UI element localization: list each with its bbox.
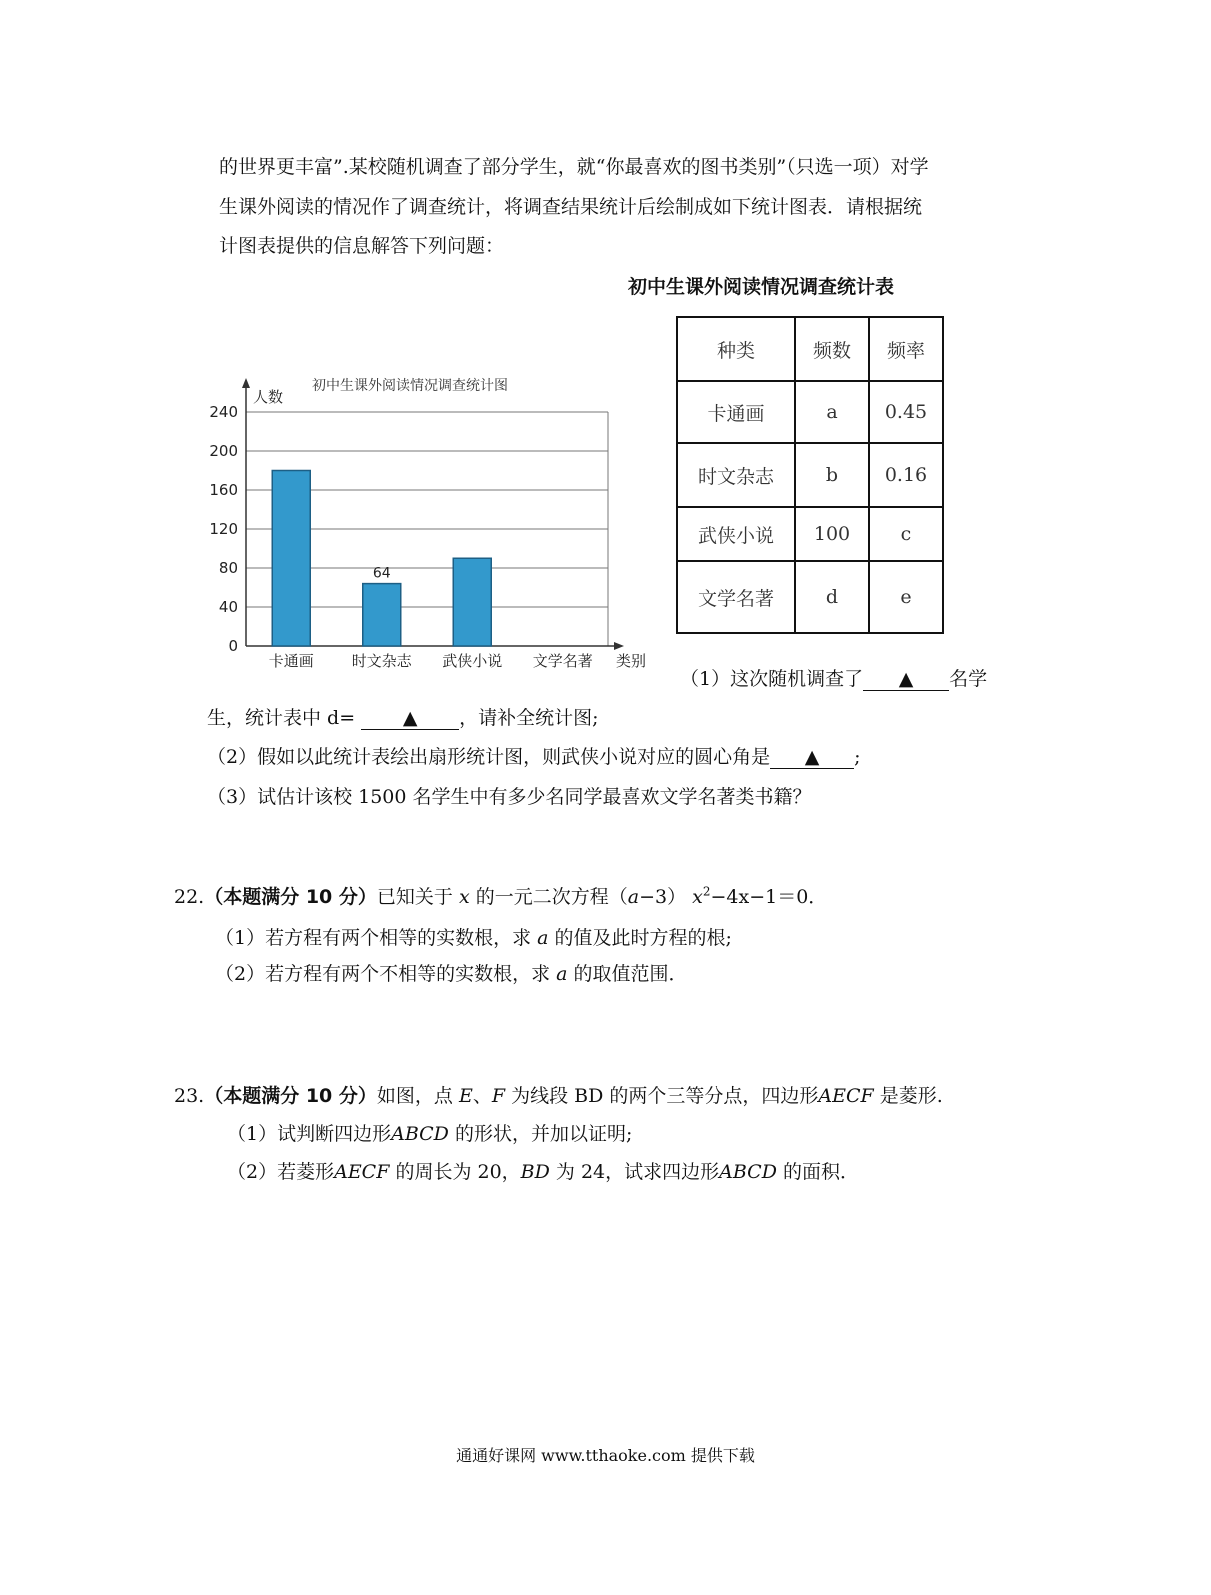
table-title: 初中生课外阅读情况调查统计表 — [628, 276, 895, 298]
table-cell: 武侠小说 — [677, 507, 795, 561]
bar — [363, 584, 401, 646]
answer-blank-2: ▲ — [361, 707, 459, 730]
problem-score: （本题满分 10 分） — [204, 1085, 377, 1107]
eq-x: x — [692, 886, 703, 908]
problem-number: 22. — [174, 886, 205, 908]
var-a: a — [537, 927, 549, 949]
bar — [272, 471, 310, 647]
answer-blank-1: ▲ — [863, 668, 949, 691]
y-axis-arrow — [242, 378, 250, 388]
q1-text: （1）这次随机调查了 — [680, 668, 864, 690]
q2-text-end: ; — [854, 746, 861, 768]
table-header-cell: 频数 — [795, 317, 869, 381]
answer-blank-3: ▲ — [770, 746, 854, 769]
eq-b: −3） — [639, 886, 687, 908]
sub-text: （2）若菱形 — [227, 1161, 335, 1183]
y-tick-label: 40 — [218, 598, 238, 616]
eq-a: a — [627, 886, 640, 908]
q1-cont-text: 生，统计表中 d= — [207, 707, 356, 729]
table-cell: b — [795, 443, 869, 507]
table-cell: c — [869, 507, 943, 561]
table-cell: 文学名著 — [677, 561, 795, 633]
shape-aecf: AECF — [334, 1161, 390, 1183]
sub-text: 的周长为 20， — [395, 1161, 521, 1183]
problem-23-stem — [174, 1081, 943, 1108]
table-cell: 0.45 — [869, 381, 943, 443]
separator: 、 — [472, 1085, 492, 1107]
shape-abcd: ABCD — [391, 1123, 449, 1145]
problem-score: （本题满分 10 分） — [204, 886, 377, 908]
table-header-cell: 种类 — [677, 317, 795, 381]
point-f: F — [491, 1085, 506, 1107]
x-category-label: 时文杂志 — [351, 652, 412, 670]
y-tick-label: 200 — [209, 442, 238, 460]
y-tick-label: 160 — [209, 481, 238, 499]
table-row — [677, 507, 943, 561]
intro-line-2: 生课外阅读的情况作了调查统计，将调查结果统计后绘制成如下统计图表．请根据统 — [219, 196, 923, 218]
y-axis-label: 人数 — [253, 388, 284, 406]
stem-text: 是菱形. — [879, 1085, 943, 1107]
sub-text: 的面积． — [783, 1161, 860, 1183]
problem-number: 23. — [174, 1085, 205, 1107]
stem-text: 为线段 BD 的两个三等分点，四边形 — [511, 1085, 819, 1107]
question-1-cont — [207, 703, 599, 730]
problem-23-sub2 — [227, 1157, 859, 1184]
bar — [453, 558, 491, 646]
shape-aecf: AECF — [818, 1085, 874, 1107]
sub-text: 的取值范围． — [573, 963, 688, 985]
segment-bd: BD — [520, 1161, 550, 1183]
x-axis-label: 类别 — [616, 652, 647, 670]
stem-text: 如图，点 — [376, 1085, 453, 1107]
sub-text: （1）若方程有两个相等的实数根，求 — [215, 927, 532, 949]
table-cell: 0.16 — [869, 443, 943, 507]
y-tick-label: 0 — [228, 637, 238, 655]
table-header-cell: 频率 — [869, 317, 943, 381]
x-category-label: 卡通画 — [268, 652, 314, 670]
question-3: （3）试估计该校 1500 名学生中有多少名同学最喜欢文学名著类书籍？ — [207, 786, 812, 808]
x-category-label: 文学名著 — [532, 652, 593, 670]
problem-22-stem — [174, 882, 827, 909]
x-axis-arrow — [614, 642, 624, 650]
problem-22-sub2 — [215, 959, 688, 986]
table-header-row — [677, 317, 943, 381]
point-e: E — [458, 1085, 473, 1107]
table-cell: d — [795, 561, 869, 633]
chart-title: 初中生课外阅读情况调查统计图 — [312, 378, 508, 394]
table-cell: 卡通画 — [677, 381, 795, 443]
problem-22-sub1 — [215, 923, 732, 950]
intro-line-1: 的世界更丰富”.某校随机调查了部分学生，就“你最喜欢的图书类别”（只选一项）对学 — [219, 156, 929, 178]
question-2 — [207, 742, 861, 769]
q1-cont-end: ，请补全统计图; — [459, 707, 599, 729]
intro-line-3: 计图表提供的信息解答下列问题： — [219, 235, 505, 257]
sub-text: 的值及此时方程的根; — [554, 927, 732, 949]
y-tick-label: 80 — [218, 559, 238, 577]
y-tick-label: 120 — [209, 520, 238, 538]
table-row — [677, 381, 943, 443]
page-footer: 通通好课网 www.tthaoke.com 提供下载 — [456, 1446, 755, 1465]
sub-text: （1）试判断四边形 — [227, 1123, 392, 1145]
sub-text: 的形状，并加以证明; — [454, 1123, 633, 1145]
y-tick-label: 240 — [209, 403, 238, 421]
sub-text: 为 24，试求四边形 — [555, 1161, 720, 1183]
question-1 — [680, 664, 987, 691]
table-row — [677, 561, 943, 633]
bar-chart — [196, 368, 666, 678]
x-category-label: 武侠小说 — [442, 652, 503, 670]
table-cell: 时文杂志 — [677, 443, 795, 507]
stem-text: 的一元二次方程（ — [475, 886, 628, 908]
table-cell: a — [795, 381, 869, 443]
eq-rest: −4x−1＝0． — [710, 886, 828, 908]
var-a: a — [556, 963, 568, 985]
table-cell: 100 — [795, 507, 869, 561]
sub-text: （2）若方程有两个不相等的实数根，求 — [215, 963, 551, 985]
table-row — [677, 443, 943, 507]
stats-table — [676, 316, 944, 634]
shape-abcd: ABCD — [719, 1161, 777, 1183]
eq-exponent: 2 — [702, 884, 711, 899]
data-label: 64 — [372, 565, 391, 582]
q2-text: （2）假如以此统计表绘出扇形统计图，则武侠小说对应的圆心角是 — [207, 746, 771, 768]
problem-23-sub1 — [227, 1119, 632, 1146]
stem-text: 已知关于 — [376, 886, 453, 908]
var-x: x — [458, 886, 470, 908]
table-cell: e — [869, 561, 943, 633]
q1-text-end: 名学 — [949, 668, 988, 690]
